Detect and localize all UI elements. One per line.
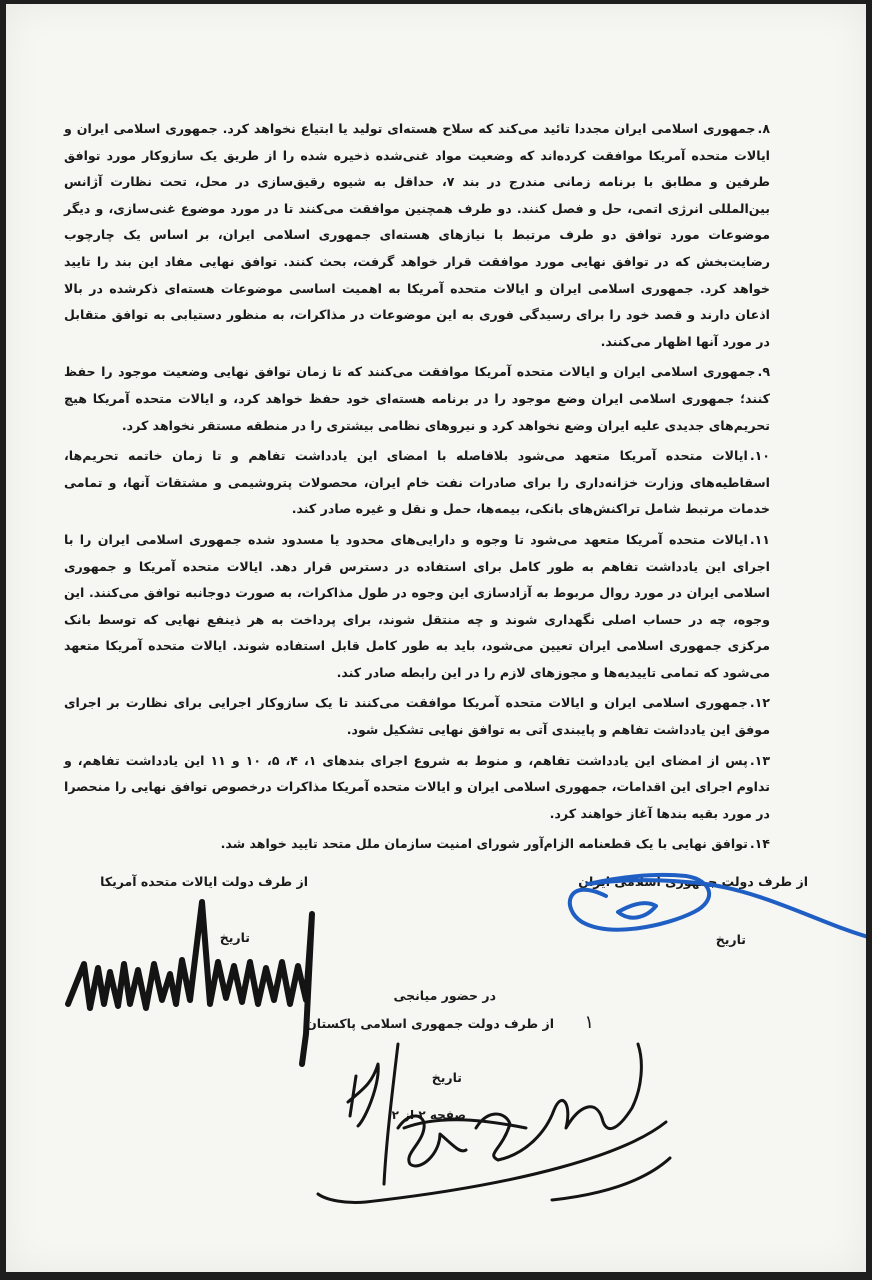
clause-13 [64, 748, 770, 828]
usa-party-label: از طرف دولت ایالات متحده آمریکا [100, 874, 308, 889]
clause-text: جمهوری اسلامی ایران و ایالات متحده آمریکا موافقت می‌کنند تا یک سازوکار اجرایی برای نظارت بر اجرای موفق این یادداشت تفاهم و پایبندی آتی به توافق نهایی تشکیل شود. [64, 695, 770, 738]
clause-number: ۱۲. [749, 695, 770, 711]
pakistan-date-label: تاریخ [431, 1070, 462, 1085]
clause-number: ۹. [757, 364, 770, 380]
iran-date-label: تاریخ [715, 932, 746, 947]
clause-text: توافق نهایی با یک قطعنامه الزام‌آور شورای امنیت سازمان ملل متحد تایید خواهد شد. [220, 836, 748, 852]
clause-number: ۸. [757, 121, 770, 136]
clause-11 [64, 527, 770, 687]
clause-number: ۱۳. [749, 752, 771, 768]
pakistan-party-label: از طرف دولت جمهوری اسلامی پاکستان [306, 1016, 554, 1031]
usa-date-label: تاریخ [219, 930, 250, 945]
clause-12 [64, 690, 770, 743]
mediation-label: در حضور میانجی [393, 988, 496, 1003]
clause-14 [64, 831, 770, 858]
clause-text: جمهوری اسلامی ایران مجددا تائید می‌کند که سلاح هسته‌ای تولید یا ابتیاع نخواهد کرد. جمهوری اسلامی ایران و ایالات متحده آمریکا موافقت کرده‌اند که وضعیت مواد غنی‌شده ذخیره شده را از طریق یک سازوکار مورد توافق طرفین و مطابق با برنامه زمانی مندرج در بند ۷، حداقل به شیوه رقیق‌سازی در محل، تحت نظارت آژانس بین‌المللی انرژی اتمی، حل و فصل کنند. دو طرف همچنین موافقت می‌کنند تا در مورد موضوع غنی‌سازی، و دیگر موضوعات مورد توافق دو طرف مرتبط با نیازهای هسته‌ای جمهوری اسلامی ایران، بر اساس یک چارچوب رضایت‌بخش که در توافق نهایی مورد موافقت قرار خواهد گرفت، بحث کنند. توافق نهایی مفاد این بند را تایید خواهد کرد. جمهوری اسلامی ایران و ایالات متحده آمریکا به اهمیت اساسی موضوعات هسته‌ای ذکرشده در بالا اذعان دارند و قصد خود را برای رسیدگی فوری به این موضوعات در مذاکرات، به منظور دستیابی به توافق متقابل در مورد آنها اظهار می‌کنند. [64, 121, 771, 349]
clause-10 [64, 443, 770, 523]
clause-9 [64, 359, 770, 439]
clause-number: ۱۴. [749, 836, 770, 852]
document-page [6, 4, 866, 1272]
clause-text: جمهوری اسلامی ایران و ایالات متحده آمریکا موافقت می‌کنند که تا زمان توافق نهایی وضعیت موجود را حفظ کنند؛ جمهوری اسلامی ایران وضع موجود را در برنامه هسته‌ای خود حفظ خواهد کرد، و ایالات متحده آمریکا هیچ تحریم‌های جدیدی علیه ایران وضع نخواهد کرد و نیروهای نظامی بیشتری را در منطقه مستقر نخواهد کرد. [64, 364, 770, 433]
clause-text: ایالات متحده آمریکا متعهد می‌شود بلافاصله با امضای این یادداشت تفاهم و تا زمان خاتمه تحریم‌ها، اسقاطیه‌های وزارت خزانه‌داری را برای صادرات نفت خام ایران، محصولات پتروشیمی و مشتقات آنها، و تمامی خدمات مرتبط شامل تراکنش‌های بانکی، بیمه‌ها، حمل و نقل و غیره صادر کند. [64, 448, 770, 517]
page-number: صفحه ۲ از ۲ [391, 1108, 466, 1122]
clause-text: ایالات متحده آمریکا متعهد می‌شود تا وجوه و دارایی‌های محدود یا مسدود شده جمهوری اسلامی ایران را با اجرای این یادداشت تفاهم به طور کامل برای استفاده در دسترس قرار دهد. ایالات متحده آمریکا و جمهوری اسلامی ایران در مورد روال مربوط به آزادسازی این وجوه در طول مذاکرات، به صورت دوجانبه توافق می‌کنند. این وجوه، چه در حساب اصلی نگهداری شوند و چه منتقل شوند، برای پرداخت به هر ذینفع نهایی که توسط بانک مرکزی جمهوری اسلامی ایران تعیین می‌شود، باید به طور کامل قابل استفاده شوند. ایالات متحده آمریکا متعهد می‌شود که تمامی تاییدیه‌ها و مجوزهای لازم را در این رابطه صادر کند. [64, 531, 770, 680]
clause-list [64, 116, 770, 862]
iran-party-label: از طرف دولت جمهوری اسلامی ایران [578, 874, 808, 889]
clause-number: ۱۱. [749, 531, 770, 547]
clause-number: ۱۰. [749, 448, 770, 464]
clause-text: پس از امضای این یادداشت تفاهم، و منوط به شروع اجرای بندهای ۱، ۴، ۵، ۱۰ و ۱۱ این یادداشت تفاهم، و تداوم اجرای این اقدامات، جمهوری اسلامی ایران و ایالات متحده آمریکا مذاکرات درخصوص توافق نهایی را منحصرا در مورد بقیه بندها آغاز خواهند کرد. [64, 752, 770, 821]
pakistan-mark: ۱ [584, 1012, 594, 1033]
clause-8 [64, 116, 770, 355]
